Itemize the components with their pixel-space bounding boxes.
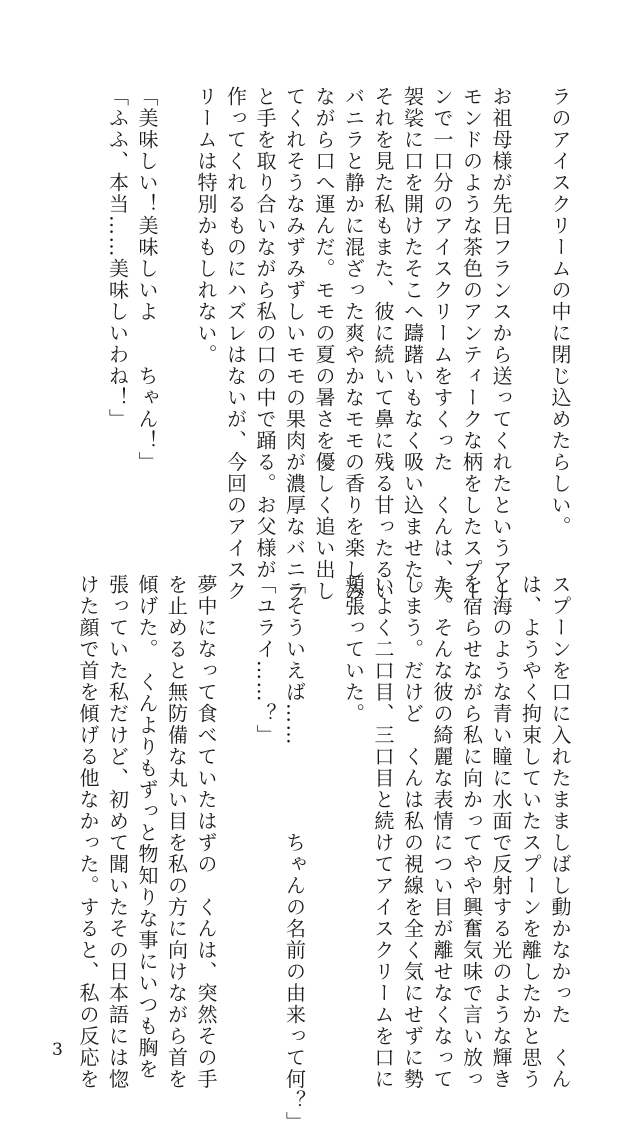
text-line: 張っていた私だけど、初めて聞いたその日本語には惚 xyxy=(105,574,130,1090)
text-line: ながら口へ運んだ。モモの夏の暑さを優しく追い出し xyxy=(312,86,336,602)
lower-text-block xyxy=(73,574,575,1133)
text-line: てくれそうなみずみずしいモモの果肉が濃厚なバニラ xyxy=(282,86,307,602)
blank-line xyxy=(161,86,191,546)
dialogue-line: 「美味しい！美味しいよ ちゃん！」 xyxy=(135,86,159,473)
text-line: た。そんな彼の綺麗な表情につい目が離せなくなって xyxy=(430,574,454,1090)
text-line: モンドのような茶色のアンティークな柄をしたスプー xyxy=(459,86,484,602)
upper-text-block xyxy=(102,86,574,602)
text-line: ラのアイスクリームの中に閉じ込めたらしい。 xyxy=(548,86,572,538)
text-line: 傾げた。 くんよりもずっと物知りな事にいつも胸を xyxy=(135,574,159,1080)
text-line: を宿らせながら私に向かってやや興奮気味で言い放っ xyxy=(459,574,484,1090)
text-line: スプーンを口に入れたまましばし動かなかった くん xyxy=(548,574,572,1090)
dialogue-line: 「ふふ、本当……美味しいわね！」 xyxy=(105,86,130,430)
text-line: それを見た私もまた、彼に続いて鼻に残る甘ったるい xyxy=(371,86,395,602)
text-line: バニラと静かに混ざった爽やかなモモの香りを楽しみ xyxy=(341,86,366,602)
text-line: 夢中になって食べていたはずの くんは、突然その手 xyxy=(194,574,218,1090)
dialogue-line: 「ユライ……？」 xyxy=(253,574,277,746)
page-number: 3 xyxy=(52,1040,63,1060)
text-line: しまう。だけど くんは私の視線を全く気にせずに勢 xyxy=(400,574,425,1090)
text-line: 袈裟に口を開けたそこへ躊躇いもなく吸い込ませた。 xyxy=(400,86,425,602)
blank-line xyxy=(220,574,250,1034)
text-line: いよく二口目、三口目と続けてアイスクリームを口に xyxy=(371,574,395,1090)
text-line: と手を取り合いながら私の口の中で踊る。お父様が xyxy=(253,86,277,581)
text-line: は、ようやく拘束していたスプーンを離したかと思う xyxy=(518,574,543,1090)
blank-line xyxy=(515,86,545,546)
dialogue-line: 「そういえば…… ちゃんの名前の由来って何？」 xyxy=(282,574,307,1133)
text-line: リームは特別かもしれない。 xyxy=(194,86,218,366)
text-line: 頬張っていた。 xyxy=(341,574,366,725)
text-line: ンで一口分のアイスクリームをすくった くんは、大 xyxy=(430,86,454,602)
text-line: を止めると無防備な丸い目を私の方に向けながら首を xyxy=(164,574,189,1090)
text-line: 作ってくれるものにハズレはないが、今回のアイスク xyxy=(223,86,248,602)
blank-line xyxy=(309,574,339,1034)
text-line: と海のような青い瞳に水面で反射する光のような輝き xyxy=(489,574,513,1090)
text-line: けた顔で首を傾げる他なかった。すると、私の反応を xyxy=(76,574,100,1090)
text-line: お祖母様が先日フランスから送ってくれたというアー xyxy=(489,86,513,602)
